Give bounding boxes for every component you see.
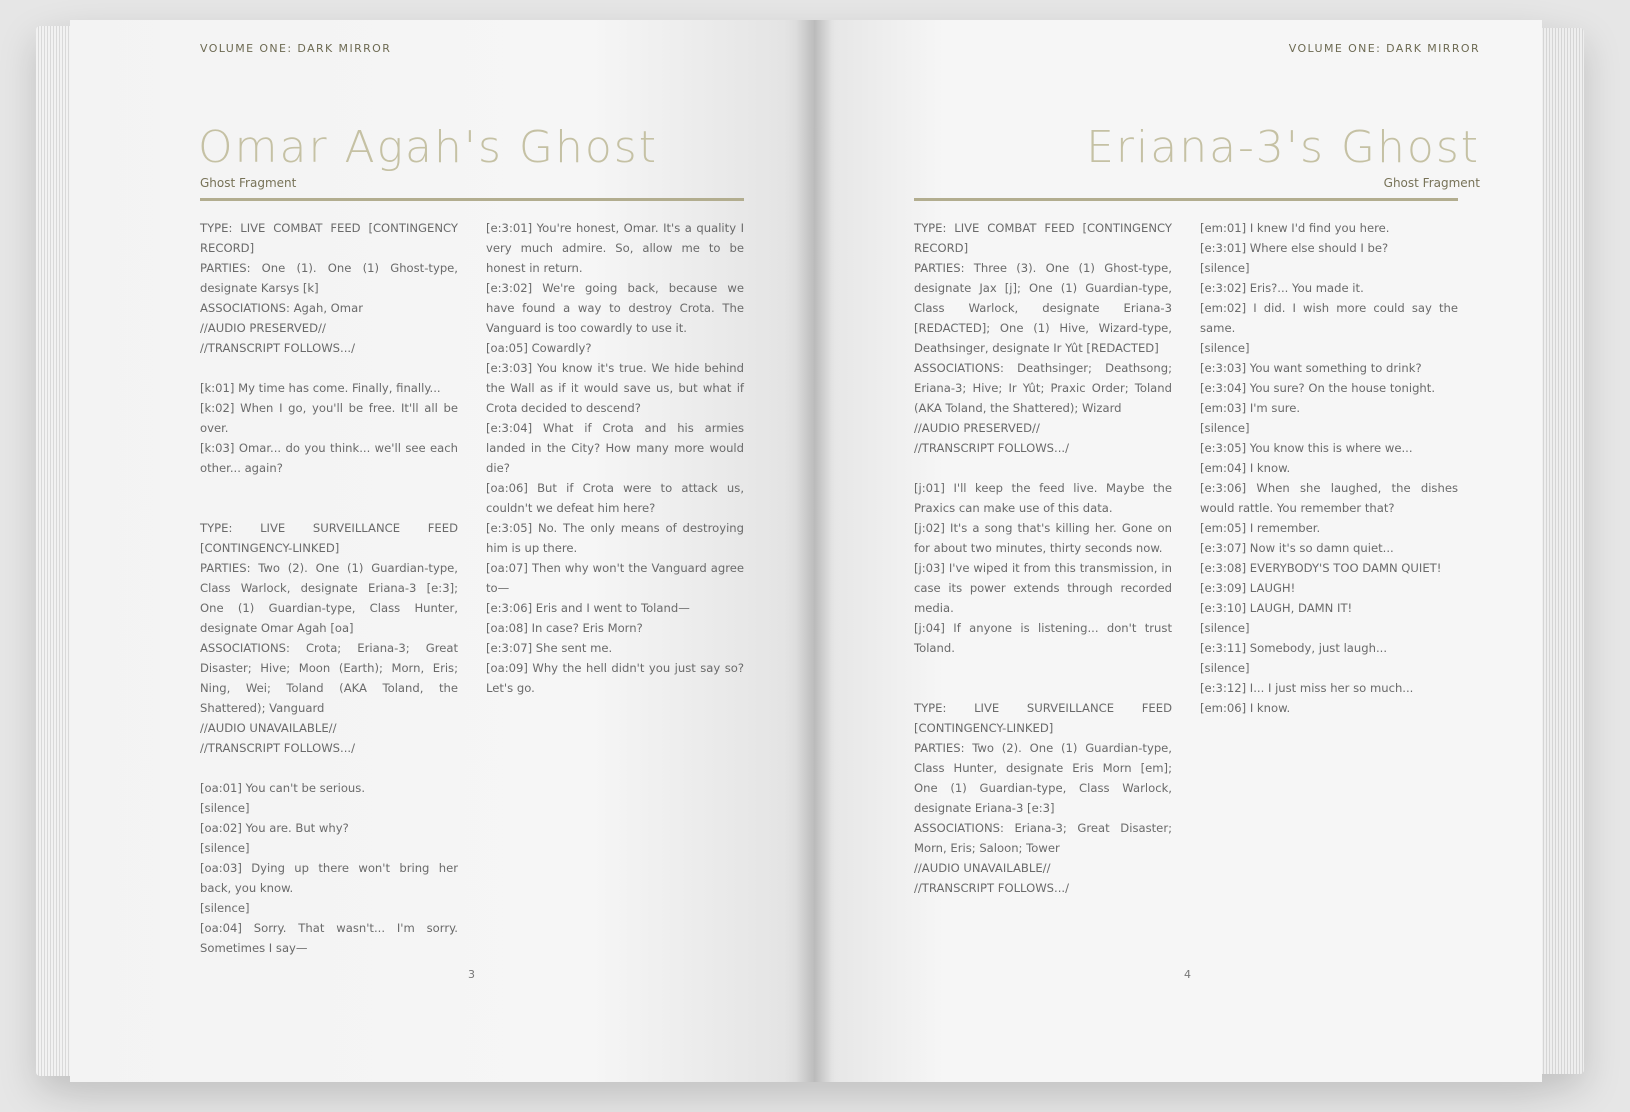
transcript-line: [em:03] I'm sure. — [1200, 401, 1301, 415]
transcript-line: [oa:09] Why the hell didn't you just say so? Let's go. — [486, 661, 744, 695]
transcript-line: [e:3:06] Eris and I went to Toland— — [486, 601, 690, 615]
transcript-line: [oa:01] You can't be serious. — [200, 781, 366, 795]
transcript-line: //TRANSCRIPT FOLLOWS.../ — [200, 341, 355, 355]
transcript-line: ASSOCIATIONS: Agah, Omar — [200, 301, 363, 315]
transcript-line: [e:3:07] Now it's so damn quiet... — [1200, 541, 1394, 555]
transcript-line: [oa:02] You are. But why? — [200, 821, 349, 835]
text-column-2 — [486, 218, 744, 698]
transcript-line: TYPE: LIVE COMBAT FEED [CONTINGENCY RECORD] — [200, 221, 458, 255]
text-column-1 — [914, 218, 1172, 898]
transcript-line: [j:03] I've wiped it from this transmission, in case its power extends through recorded media. — [914, 561, 1172, 615]
title-rule — [200, 198, 744, 201]
paragraph-gap — [914, 658, 1172, 678]
page-subtitle: Ghost Fragment — [200, 176, 297, 190]
page-title: Eriana-3's Ghost — [1086, 122, 1480, 173]
transcript-line: [e:3:05] No. The only means of destroying him is up there. — [486, 521, 744, 555]
paragraph-gap — [200, 498, 458, 518]
paragraph-gap — [200, 758, 458, 778]
transcript-line: [e:3:11] Somebody, just laugh... — [1200, 641, 1388, 655]
transcript-line: //TRANSCRIPT FOLLOWS.../ — [914, 881, 1069, 895]
page-subtitle: Ghost Fragment — [1383, 176, 1480, 190]
transcript-line: [oa:06] But if Crota were to attack us, couldn't we defeat him here? — [486, 481, 744, 515]
transcript-line: [e:3:10] LAUGH, DAMN IT! — [1200, 601, 1353, 615]
transcript-line: [silence] — [1200, 261, 1250, 275]
transcript-line: [e:3:03] You want something to drink? — [1200, 361, 1422, 375]
transcript-line: [e:3:08] EVERYBODY'S TOO DAMN QUIET! — [1200, 561, 1442, 575]
transcript-line: [e:3:09] LAUGH! — [1200, 581, 1296, 595]
transcript-line: PARTIES: Three (3). One (1) Ghost-type, designate Jax [j]; One (1) Guardian-type, Class Warlock, designate Eriana-3 [REDACTED]; One (1) Hive, Wizard-type, Deathsinger, designate Ir Yût [REDACTED] — [914, 261, 1172, 355]
transcript-line: [e:3:01] Where else should I be? — [1200, 241, 1389, 255]
running-head: VOLUME ONE: DARK MIRROR — [1288, 42, 1480, 55]
transcript-line: [oa:08] In case? Eris Morn? — [486, 621, 643, 635]
transcript-line: [e:3:03] You know it's true. We hide behind the Wall as if it would save us, but what if Crota decided to descend? — [486, 361, 744, 415]
transcript-line: //TRANSCRIPT FOLLOWS.../ — [914, 441, 1069, 455]
transcript-line: [silence] — [200, 901, 250, 915]
transcript-line: //AUDIO PRESERVED// — [200, 321, 326, 335]
transcript-line: [em:01] I knew I'd find you here. — [1200, 221, 1390, 235]
paragraph-gap — [200, 358, 458, 378]
page-number: 4 — [1184, 968, 1191, 981]
transcript-line: ASSOCIATIONS: Crota; Eriana-3; Great Disaster; Hive; Moon (Earth); Morn, Eris; Ning, Wei; Toland (AKA Toland, the Shattered); Vanguard — [200, 641, 458, 715]
transcript-line: [oa:03] Dying up there won't bring her back, you know. — [200, 861, 458, 895]
text-column-2 — [1200, 218, 1458, 718]
transcript-line: PARTIES: Two (2). One (1) Guardian-type, Class Warlock, designate Eriana-3 [e:3]; One (1) Guardian-type, Class Hunter, designate Omar Agah [oa] — [200, 561, 458, 635]
transcript-line: [e:3:01] You're honest, Omar. It's a quality I very much admire. So, allow me to be honest in return. — [486, 221, 744, 275]
transcript-line: [e:3:06] When she laughed, the dishes would rattle. You remember that? — [1200, 481, 1458, 515]
transcript-line: TYPE: LIVE COMBAT FEED [CONTINGENCY RECORD] — [914, 221, 1172, 255]
transcript-line: PARTIES: One (1). One (1) Ghost-type, designate Karsys [k] — [200, 261, 458, 295]
transcript-line: [oa:07] Then why won't the Vanguard agree to— — [486, 561, 744, 595]
transcript-line: //TRANSCRIPT FOLLOWS.../ — [200, 741, 355, 755]
transcript-line: [j:01] I'll keep the feed live. Maybe the Praxics can make use of this data. — [914, 481, 1172, 515]
transcript-line: [e:3:04] What if Crota and his armies landed in the City? How many more would die? — [486, 421, 744, 475]
transcript-line: [silence] — [1200, 621, 1250, 635]
transcript-line: [em:06] I know. — [1200, 701, 1291, 715]
paragraph-gap — [914, 458, 1172, 478]
transcript-line: [k:02] When I go, you'll be free. It'll all be over. — [200, 401, 458, 435]
transcript-line: [silence] — [1200, 341, 1250, 355]
transcript-line: [silence] — [1200, 421, 1250, 435]
transcript-line: [e:3:02] Eris?... You made it. — [1200, 281, 1364, 295]
transcript-line: [e:3:05] You know this is where we... — [1200, 441, 1413, 455]
running-head: VOLUME ONE: DARK MIRROR — [200, 42, 392, 55]
transcript-line: [j:04] If anyone is listening... don't trust Toland. — [914, 621, 1172, 655]
page-title: Omar Agah's Ghost — [198, 122, 658, 173]
transcript-line: [oa:05] Cowardly? — [486, 341, 592, 355]
transcript-line: ASSOCIATIONS: Eriana-3; Great Disaster; Morn, Eris; Saloon; Tower — [914, 821, 1172, 855]
transcript-line: ASSOCIATIONS: Deathsinger; Deathsong; Eriana-3; Hive; Ir Yût; Praxic Order; Toland (AKA Toland, the Shattered); Wizard — [914, 361, 1172, 415]
transcript-line: PARTIES: Two (2). One (1) Guardian-type, Class Hunter, designate Eris Morn [em]; One (1) Guardian-type, Class Warlock, designate Eriana-3 [e:3] — [914, 741, 1172, 815]
transcript-line: TYPE: LIVE SURVEILLANCE FEED [CONTINGENCY-LINKED] — [200, 521, 458, 555]
transcript-line: [silence] — [200, 801, 250, 815]
transcript-line: //AUDIO PRESERVED// — [914, 421, 1040, 435]
transcript-line: [j:02] It's a song that's killing her. Gone on for about two minutes, thirty seconds now. — [914, 521, 1172, 555]
transcript-line: //AUDIO UNAVAILABLE// — [200, 721, 337, 735]
paragraph-gap — [200, 478, 458, 498]
left-page — [70, 20, 814, 1082]
page-number: 3 — [468, 968, 475, 981]
right-page — [814, 20, 1542, 1082]
open-book — [36, 20, 1584, 1082]
transcript-line: [em:04] I know. — [1200, 461, 1291, 475]
transcript-line: //AUDIO UNAVAILABLE// — [914, 861, 1051, 875]
paragraph-gap — [914, 678, 1172, 698]
transcript-line: [k:01] My time has come. Finally, finally... — [200, 381, 441, 395]
text-column-1 — [200, 218, 458, 958]
title-rule — [914, 198, 1458, 201]
transcript-line: [k:03] Omar... do you think... we'll see each other... again? — [200, 441, 458, 475]
transcript-line: [silence] — [200, 841, 250, 855]
transcript-line: [e:3:02] We're going back, because we have found a way to destroy Crota. The Vanguard is too cowardly to use it. — [486, 281, 744, 335]
transcript-line: [silence] — [1200, 661, 1250, 675]
transcript-line: [em:02] I did. I wish more could say the same. — [1200, 301, 1458, 335]
transcript-line: [e:3:04] You sure? On the house tonight. — [1200, 381, 1436, 395]
transcript-line: TYPE: LIVE SURVEILLANCE FEED [CONTINGENCY-LINKED] — [914, 701, 1172, 735]
transcript-line: [e:3:12] I... I just miss her so much... — [1200, 681, 1414, 695]
page-edges-right — [1540, 28, 1584, 1074]
transcript-line: [oa:04] Sorry. That wasn't... I'm sorry. Sometimes I say— — [200, 921, 458, 955]
transcript-line: [em:05] I remember. — [1200, 521, 1321, 535]
transcript-line: [e:3:07] She sent me. — [486, 641, 613, 655]
